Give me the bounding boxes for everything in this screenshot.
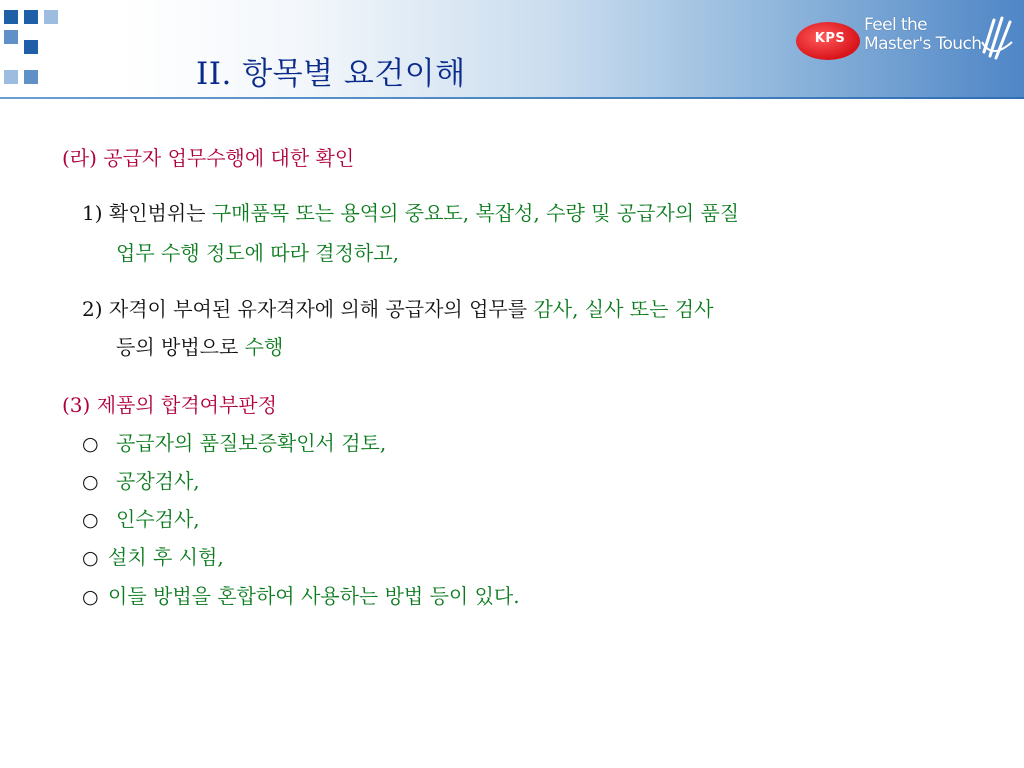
item-2-text-1: 2) 자격이 부여된 유자격자에 의해 공급자의 업무를	[82, 297, 534, 321]
logo-tagline-line1: Feel the	[864, 15, 927, 35]
item-2-line-1	[82, 296, 713, 322]
list-item	[82, 430, 386, 457]
item-1-line-2: 업무 수행 정도에 따라 결정하고,	[116, 241, 399, 265]
item-2-line-2	[116, 334, 283, 360]
section-heading-supplier-check: (라) 공급자 업무수행에 대한 확인	[62, 146, 355, 170]
list-item-text: 설치 후 시험,	[108, 545, 224, 569]
logo-badge-text: KPS	[814, 31, 846, 46]
list-item	[82, 506, 200, 533]
section-heading-acceptance: (3) 제품의 합격여부판정	[62, 393, 277, 417]
list-item-text: 공장검사,	[116, 469, 200, 493]
list-item-text: 이들 방법을 혼합하여 사용하는 방법 등이 있다.	[108, 584, 520, 608]
circle-bullet-icon: ○	[82, 547, 99, 569]
circle-bullet-icon: ○	[82, 586, 99, 608]
item-1-green-text-1: 구매품목 또는 용역의 중요도, 복잡성, 수량 및 공급자의 품질	[211, 201, 740, 225]
item-2-text-2: 등의 방법으로	[116, 335, 245, 359]
logo-tagline-line2: Master's Touch	[864, 34, 982, 54]
list-item-text: 인수검사,	[116, 507, 200, 531]
circle-bullet-icon: ○	[82, 433, 99, 455]
item-2-green-text-2: 수행	[244, 335, 284, 359]
list-item	[82, 468, 200, 495]
list-item-text: 공급자의 품질보증확인서 검토,	[116, 431, 387, 455]
item-1-line-1	[82, 200, 739, 226]
item-1-prefix: 1) 확인범위는	[82, 201, 212, 225]
circle-bullet-icon: ○	[82, 471, 99, 493]
circle-bullet-icon: ○	[82, 509, 99, 531]
slide-title: II. 항목별 요건이해	[196, 56, 466, 92]
list-item	[82, 544, 224, 571]
list-item	[82, 583, 520, 610]
item-2-green-text-1: 감사, 실사 또는 검사	[533, 297, 714, 321]
